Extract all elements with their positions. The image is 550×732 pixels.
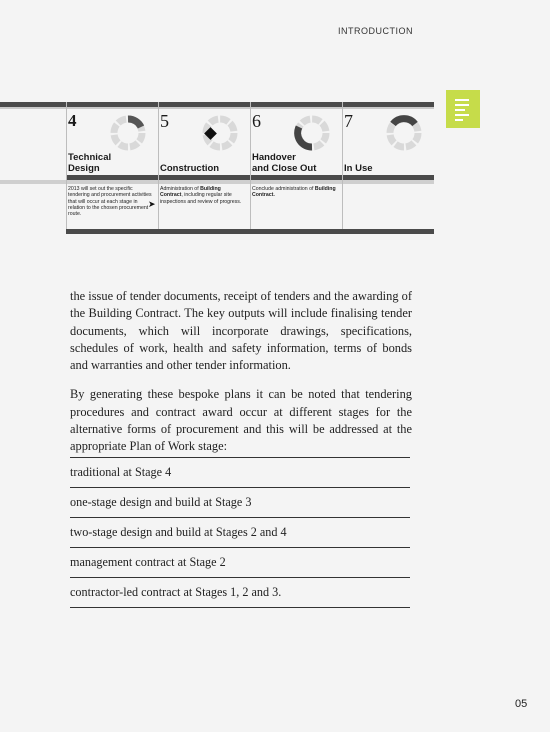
stage-title-line: Design	[68, 163, 100, 174]
stage-5	[158, 109, 248, 229]
list-rule	[70, 607, 410, 608]
stage-description	[252, 186, 336, 199]
stage-number: 7	[344, 111, 353, 131]
chapter-tab-marker	[446, 90, 480, 128]
stages-bottom-band	[66, 229, 434, 234]
arrow-right-icon: ➤	[148, 200, 156, 210]
page-number: 05	[515, 698, 528, 710]
list-item: one-stage design and build at Stage 3	[70, 495, 252, 509]
stage-title	[68, 152, 111, 174]
stage-title	[344, 163, 373, 174]
stage-progress-ring-icon	[292, 113, 332, 153]
plan-of-work-stages-strip	[0, 102, 434, 234]
stage-description-text: Conclude administration of	[252, 186, 315, 192]
stage-title-line: Technical	[68, 152, 112, 163]
stage-title	[252, 152, 316, 174]
stage-6	[250, 109, 340, 229]
paragraph: By generating these bespoke plans it can be noted that tendering procedures and contract award occur at different stages for the alternative forms of procurement and this will be addressed at the appropriate Plan of Work stage:	[70, 387, 412, 454]
list-item: two-stage design and build at Stages 2 and 4	[70, 525, 287, 539]
list-item: contractor-led contract at Stages 1, 2 and 3.	[70, 585, 282, 599]
list-item: management contract at Stage 2	[70, 555, 226, 569]
stage-progress-ring-icon	[384, 113, 424, 153]
stage-title-line: and Close Out	[252, 163, 317, 174]
section-header: INTRODUCTION	[338, 26, 413, 36]
stage-title-line: In Use	[344, 163, 373, 174]
body-text	[70, 288, 412, 468]
stage-title	[160, 163, 219, 174]
stage-7	[342, 109, 432, 229]
stage-number: 4	[68, 111, 77, 130]
stage-description-text: Administration of	[160, 186, 201, 192]
stage-number: 5	[160, 111, 169, 131]
stage-4	[66, 109, 156, 229]
stage-description-bold: Building Contract	[160, 186, 221, 199]
stage-description: 2013 will set out the specific tendering and procurement activities that will occur at each stage in relation to the chosen procurement route.	[68, 186, 152, 218]
stage-description-bold: Building Contract.	[252, 186, 336, 199]
stage-description	[160, 186, 244, 205]
procurement-stage-list	[70, 457, 410, 608]
paragraph: the issue of tender documents, receipt of tenders and the awarding of the Building Contract. The key outputs will include finalising tender documents, which will incorporate drawings, specifications, schedules of work, health and safety information, terms of bonds and warranties and other tender information.	[70, 289, 412, 373]
stage-title-line: Construction	[160, 163, 220, 174]
list-item: traditional at Stage 4	[70, 465, 172, 479]
stage-title-line: Handover	[252, 152, 296, 163]
stage-description-text: , including regular site inspections and review of progress.	[160, 192, 242, 205]
stage-number: 6	[252, 111, 261, 131]
document-icon	[455, 99, 469, 124]
stage-progress-ring-icon	[108, 113, 148, 153]
